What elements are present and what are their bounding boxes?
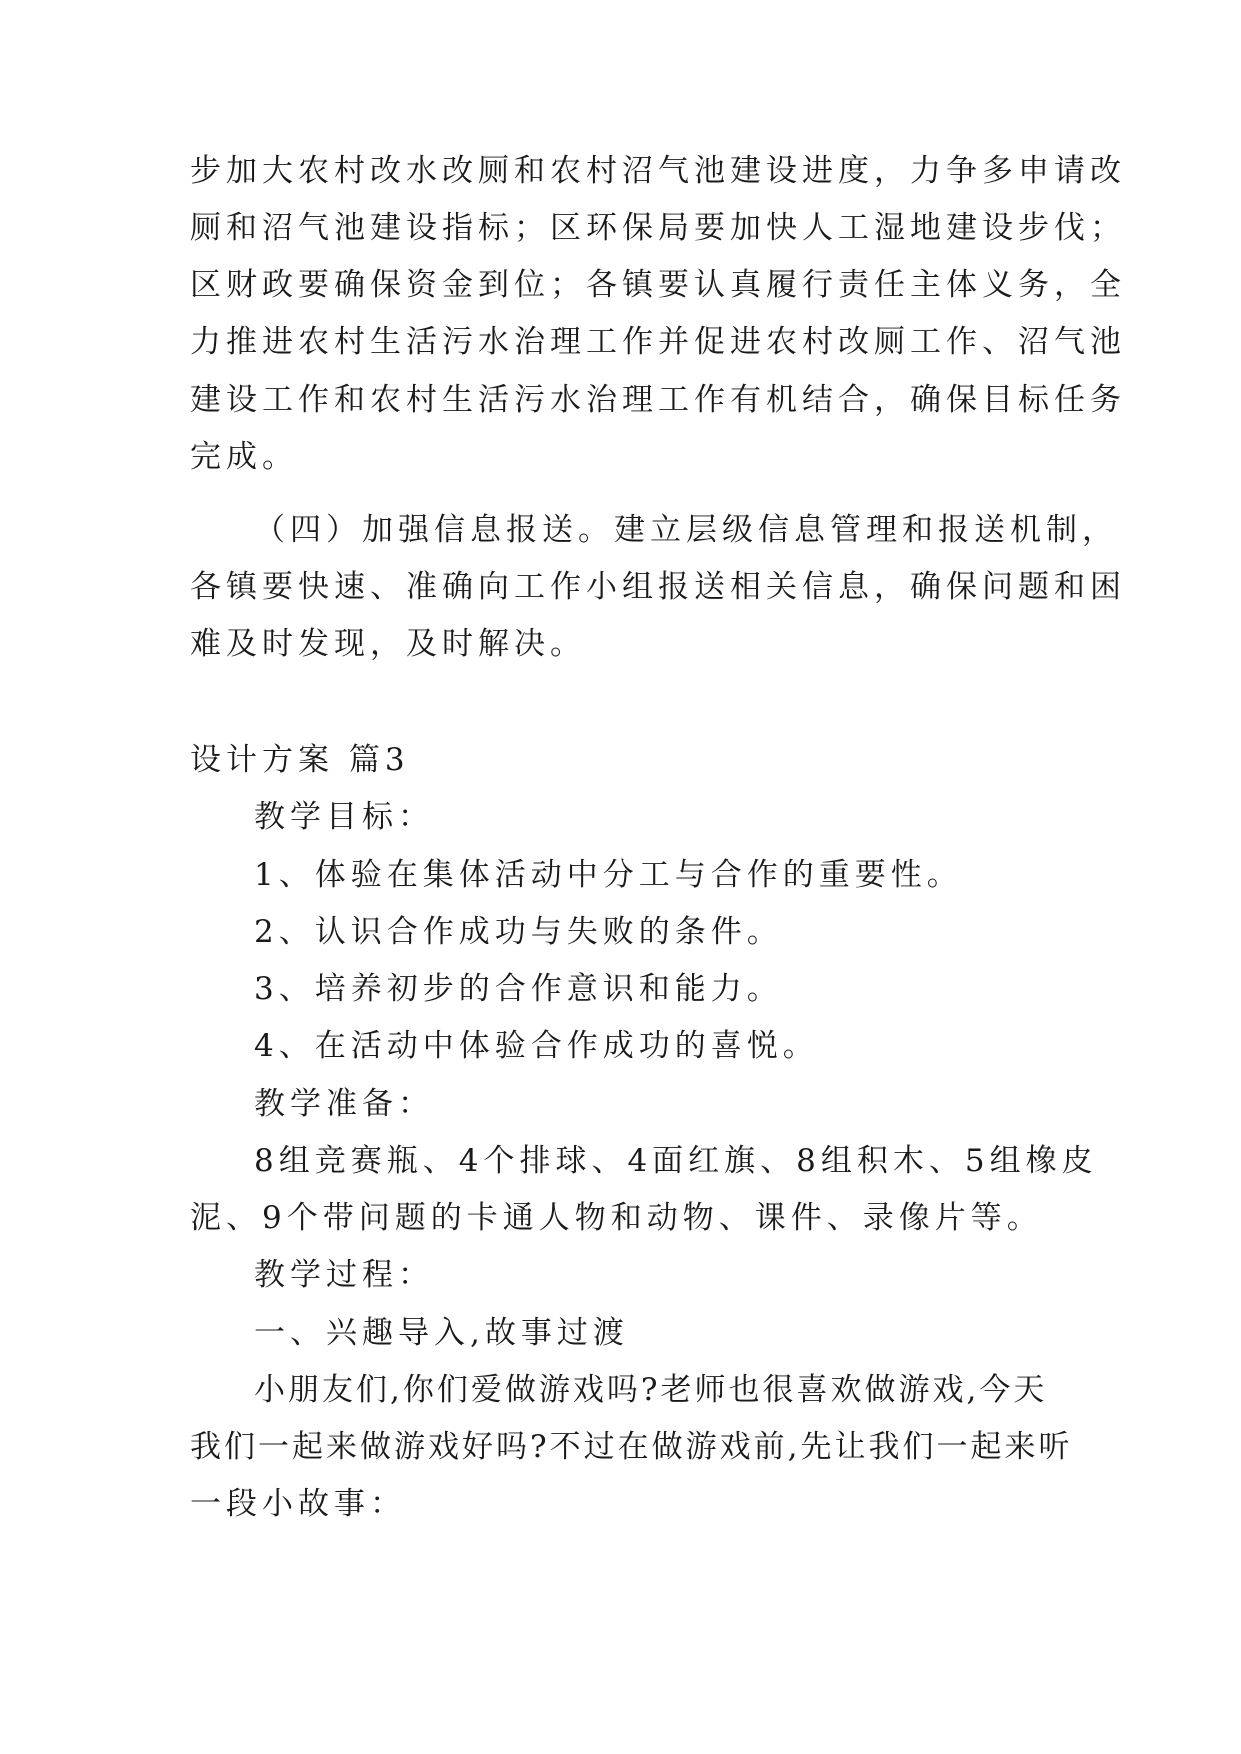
paragraph-line: 8组竞赛瓶、4个排球、4面红旗、8组积木、5组橡皮 <box>254 1143 1098 1179</box>
section-heading: 设计方案 篇3 <box>190 742 410 778</box>
list-item: 1、体验在集体活动中分工与合作的重要性。 <box>254 857 963 893</box>
paragraph-line: 厕和沼气池建设指标；区环保局要加快人工湿地建设步伐； <box>190 210 1126 246</box>
paragraph-line: 建设工作和农村生活污水治理工作有机结合，确保目标任务 <box>190 382 1126 418</box>
paragraph-line: 教学准备： <box>254 1086 434 1122</box>
paragraph-line: 泥、9个带问题的卡通人物和动物、课件、录像片等。 <box>190 1200 1043 1236</box>
paragraph-line: 完成。 <box>190 439 298 475</box>
paragraph-line: 难及时发现，及时解决。 <box>190 626 586 662</box>
paragraph-line: （四）加强信息报送。建立层级信息管理和报送机制， <box>254 512 1118 548</box>
paragraph-line: 教学目标： <box>254 799 434 835</box>
paragraph-line: 一、兴趣导入,故事过渡 <box>254 1315 629 1351</box>
list-item: 2、认识合作成功与失败的条件。 <box>254 914 783 950</box>
list-item: 4、在活动中体验合作成功的喜悦。 <box>254 1028 819 1064</box>
paragraph-line: 教学过程： <box>254 1257 434 1293</box>
paragraph-line: 力推进农村生活污水治理工作并促进农村改厕工作、沼气池 <box>190 324 1126 360</box>
paragraph-line: 各镇要快速、准确向工作小组报送相关信息，确保问题和困 <box>190 569 1126 605</box>
paragraph-line: 区财政要确保资金到位；各镇要认真履行责任主体义务，全 <box>190 267 1126 303</box>
paragraph-line: 一段小故事： <box>190 1486 406 1522</box>
paragraph-line: 我们一起来做游戏好吗?不过在做游戏前,先让我们一起来听 <box>190 1429 1073 1465</box>
paragraph-line: 小朋友们,你们爱做游戏吗?老师也很喜欢做游戏,今天 <box>254 1372 1048 1408</box>
list-item: 3、培养初步的合作意识和能力。 <box>254 971 783 1007</box>
paragraph-line: 步加大农村改水改厕和农村沼气池建设进度，力争多申请改 <box>190 153 1126 189</box>
